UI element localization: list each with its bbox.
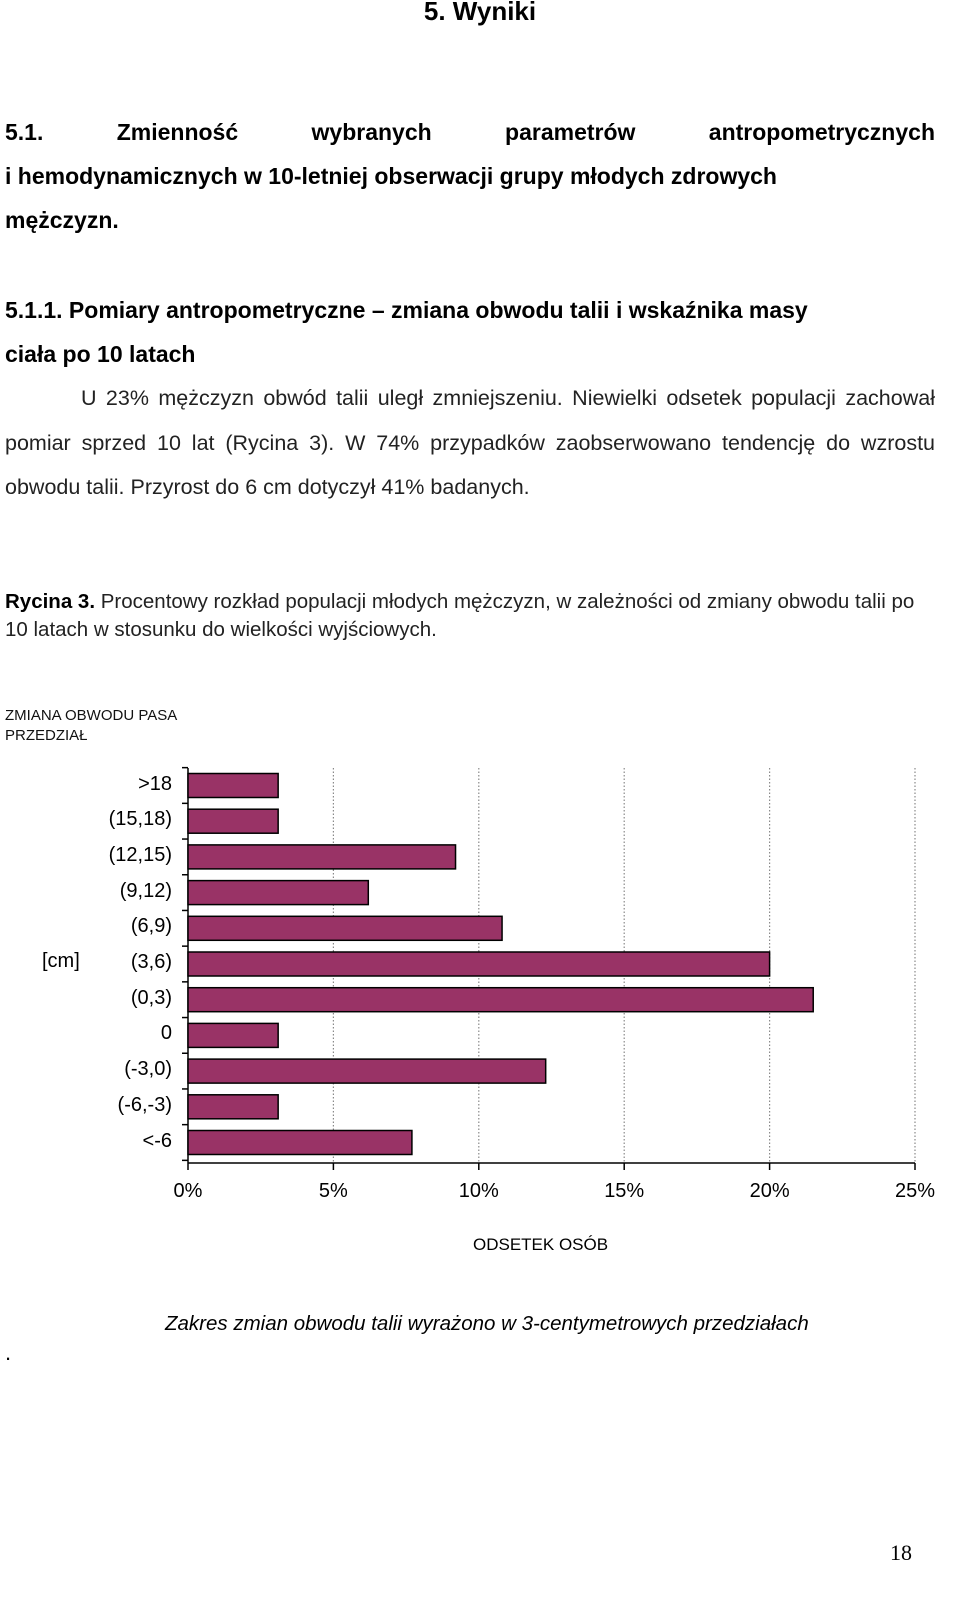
- category-label: (3,6): [130, 951, 172, 973]
- x-tick-label: 0%: [173, 1180, 203, 1202]
- bar: [188, 916, 502, 940]
- bar: [188, 1095, 278, 1119]
- figure-caption-text: Procentowy rozkład populacji młodych mężczyzn, w zależności od zmiany obwodu talii po 10 latach w stosunku do wielkości wyjściowych.: [5, 590, 915, 641]
- category-label: <-6: [142, 1129, 172, 1152]
- chart-unit-label: [cm]: [42, 950, 80, 972]
- category-label: (0,3): [130, 986, 172, 1009]
- x-tick-label: 20%: [749, 1180, 790, 1202]
- chapter-title: 5. Wyniki: [423, 0, 537, 26]
- chart-footnote: Zakres zmian obwodu talii wyrażono w 3-centymetrowych przedziałach: [165, 1312, 809, 1335]
- category-label: >18: [138, 772, 172, 795]
- stray-dot: .: [5, 1340, 12, 1365]
- section-heading-line-1: 5.1. Zmienność wybranych parametrów antropometrycznych: [5, 119, 935, 145]
- category-label: (15,18): [108, 808, 172, 831]
- body-paragraph-text: U 23% mężczyzn obwód talii uległ zmniejszeniu. Niewielki odsetek populacji zachował pomiar sprzed 10 lat (Rycina 3). W 74% przypadków zaobserwowano tendencję do wzrostu obwodu talii. Przyrost do 6 cm dotyczył 41% badanych.: [5, 386, 935, 499]
- x-tick-label: 5%: [318, 1180, 348, 1202]
- bar: [188, 988, 813, 1012]
- x-tick-label: 15%: [604, 1180, 645, 1202]
- figure-caption-label: Rycina 3.: [5, 590, 96, 613]
- bar: [188, 845, 456, 869]
- bar: [188, 809, 278, 833]
- subsection-heading-line-2: ciała po 10 latach: [5, 341, 196, 367]
- category-label: (9,12): [119, 879, 172, 902]
- chart-y-axis-title-line-2: PRZEDZIAŁ: [5, 727, 88, 744]
- bar: [188, 774, 278, 798]
- chart-x-axis-title: ODSETEK OSÓB: [473, 1235, 609, 1254]
- bar: [188, 881, 368, 905]
- chart-category-labels: [0, 0, 172, 1604]
- subsection-heading-line-1: 5.1.1. Pomiary antropometryczne – zmiana obwodu talii i wskaźnika masy: [5, 297, 808, 323]
- bar: [188, 1023, 278, 1047]
- section-heading-line-2: i hemodynamicznych w 10-letniej obserwacji grupy młodych zdrowych: [5, 163, 777, 189]
- category-label: (-3,0): [124, 1058, 172, 1081]
- category-label: (6,9): [130, 915, 172, 938]
- page-number: 18: [890, 1540, 912, 1565]
- bar: [188, 1131, 412, 1155]
- x-tick-label: 25%: [895, 1180, 936, 1202]
- x-tick-label: 10%: [458, 1180, 499, 1202]
- chart-y-axis-title-line-1: ZMIANA OBWODU PASA: [5, 707, 178, 724]
- category-label: (12,15): [108, 843, 172, 866]
- section-heading-line-3: mężczyzn.: [5, 207, 119, 233]
- category-label: 0: [160, 1022, 172, 1045]
- bar: [188, 952, 770, 976]
- category-label: (-6,-3): [117, 1093, 172, 1116]
- bar: [188, 1059, 546, 1083]
